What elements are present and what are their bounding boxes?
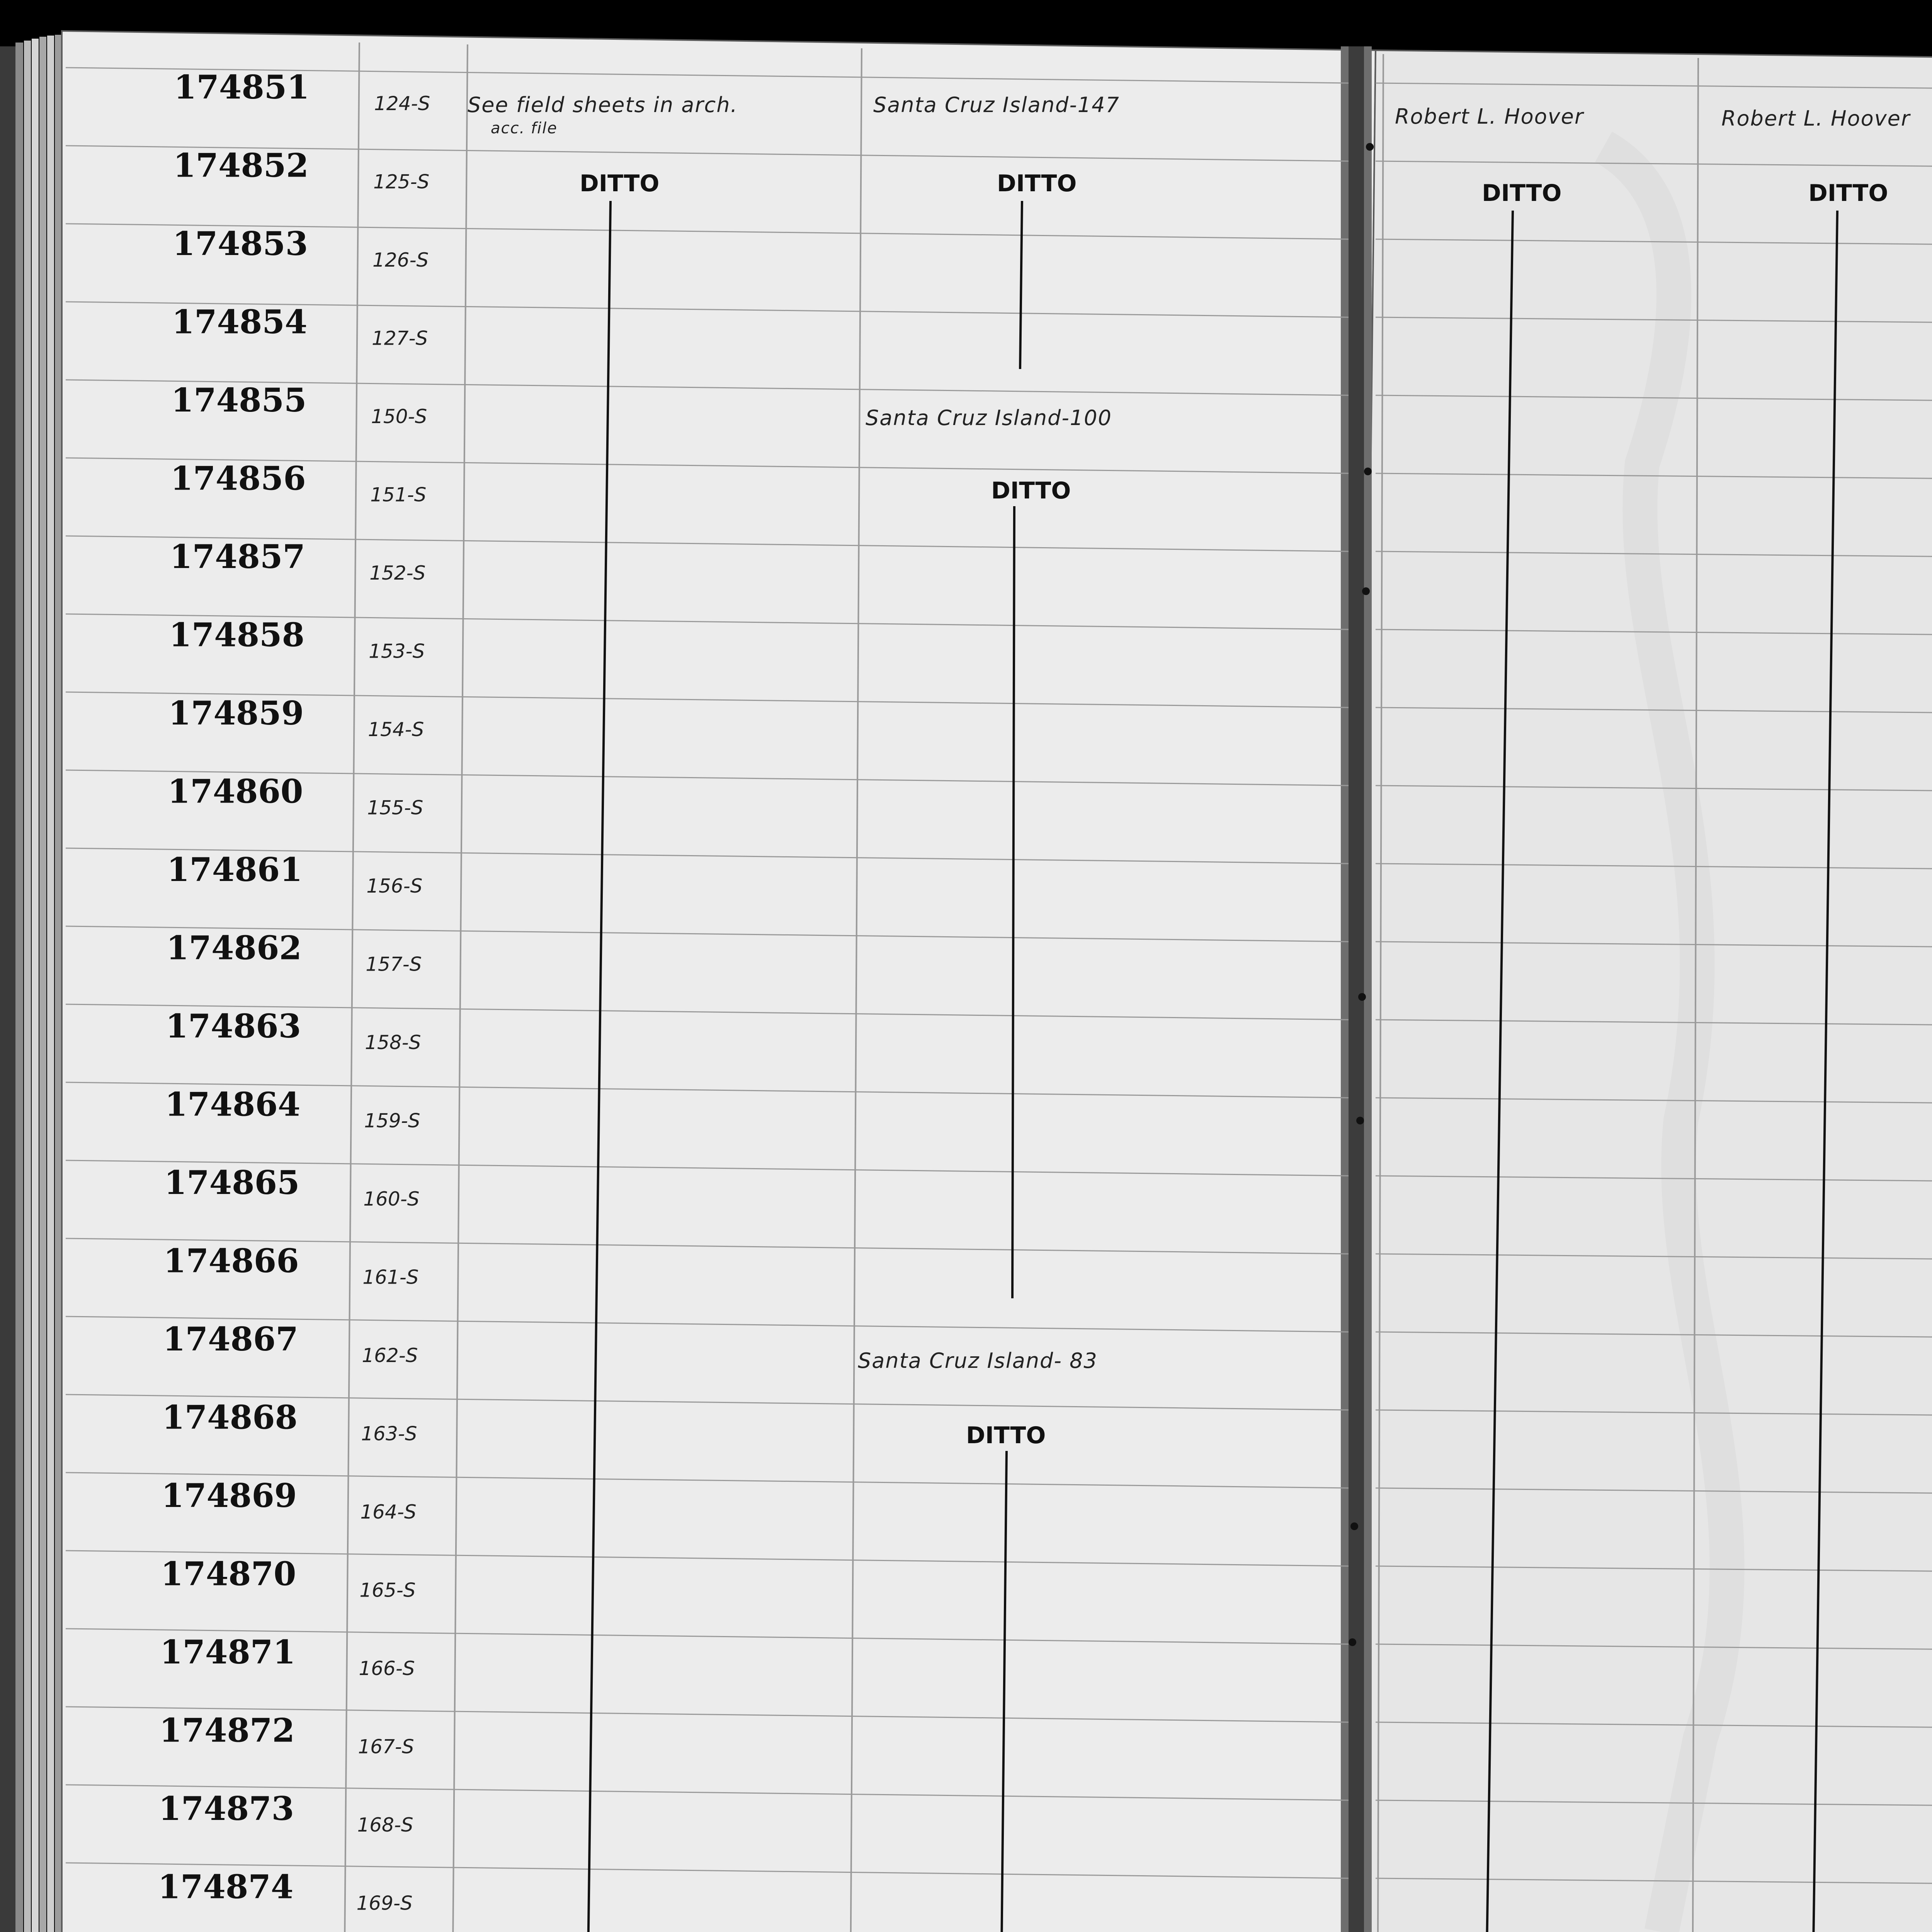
locality-ditto-2: DITTO [991, 477, 1071, 504]
collector-name: Robert L. Hoover [1395, 104, 1584, 129]
row-catalog: 124-S [374, 92, 430, 115]
row-catalog: 167-S [358, 1735, 414, 1758]
row-number: 174874 [158, 1867, 294, 1906]
row-number: 174855 [171, 381, 307, 419]
row-catalog: 153-S [369, 640, 425, 663]
row-catalog: 166-S [359, 1657, 415, 1680]
row-catalog: 150-S [371, 405, 427, 428]
row-number: 174864 [165, 1085, 301, 1124]
row-number: 174859 [168, 694, 304, 732]
donor-ditto: DITTO [1808, 180, 1888, 207]
row-number: 174852 [173, 146, 309, 185]
row-catalog: 127-S [372, 327, 428, 350]
row-catalog: 155-S [367, 796, 423, 819]
row-catalog: 163-S [361, 1422, 417, 1445]
locality-entry-2: Santa Cruz Island-100 [866, 406, 1112, 430]
row-catalog: 164-S [360, 1501, 417, 1523]
row-catalog: 162-S [362, 1344, 418, 1367]
row-catalog: 161-S [362, 1266, 419, 1289]
row-catalog: 151-S [370, 483, 427, 506]
row-number: 174867 [163, 1320, 298, 1358]
row-catalog: 156-S [366, 875, 423, 897]
right-page [1352, 50, 1932, 1932]
row-number: 174871 [160, 1633, 296, 1671]
row-catalog: 158-S [365, 1031, 421, 1054]
row-catalog: 165-S [359, 1579, 416, 1602]
row-number: 174851 [174, 68, 310, 106]
row-number: 174873 [158, 1789, 294, 1828]
row-number: 174856 [170, 459, 306, 498]
row-catalog: 152-S [369, 562, 426, 584]
row-catalog: 169-S [356, 1892, 413, 1915]
row-catalog: 160-S [363, 1188, 420, 1210]
row-catalog: 157-S [366, 953, 422, 976]
row-number: 174869 [161, 1476, 297, 1515]
locality-entry-1: Santa Cruz Island-147 [873, 93, 1120, 117]
row-number: 174868 [162, 1398, 298, 1437]
row-number: 174870 [160, 1554, 296, 1593]
locality-ditto-3: DITTO [966, 1422, 1046, 1449]
row-number: 174862 [166, 929, 302, 967]
row-catalog: 154-S [368, 718, 424, 741]
collector-ditto: DITTO [1482, 180, 1562, 207]
row-number: 174863 [165, 1007, 301, 1045]
row-catalog: 126-S [372, 249, 429, 271]
donor-name: Robert L. Hoover [1721, 106, 1911, 131]
row-catalog: 168-S [357, 1814, 413, 1836]
description-line-2: acc. file [491, 119, 558, 137]
row-number: 174860 [167, 772, 303, 811]
locality-entry-3: Santa Cruz Island- 83 [858, 1349, 1098, 1373]
row-catalog: 125-S [373, 170, 430, 193]
row-number: 174872 [159, 1711, 295, 1750]
row-number: 174861 [167, 850, 303, 889]
locality-ditto-1: DITTO [997, 170, 1077, 197]
row-number: 174857 [170, 537, 305, 576]
row-number: 174865 [164, 1163, 300, 1202]
page-stack-edges [0, 35, 62, 1932]
row-number: 174853 [172, 224, 308, 263]
row-number: 174858 [169, 616, 305, 654]
description-line-1: See field sheets in arch. [468, 93, 738, 117]
description-ditto: DITTO [580, 170, 660, 197]
row-number: 174854 [172, 303, 308, 341]
row-catalog: 159-S [364, 1109, 420, 1132]
row-number: 174866 [163, 1242, 299, 1280]
